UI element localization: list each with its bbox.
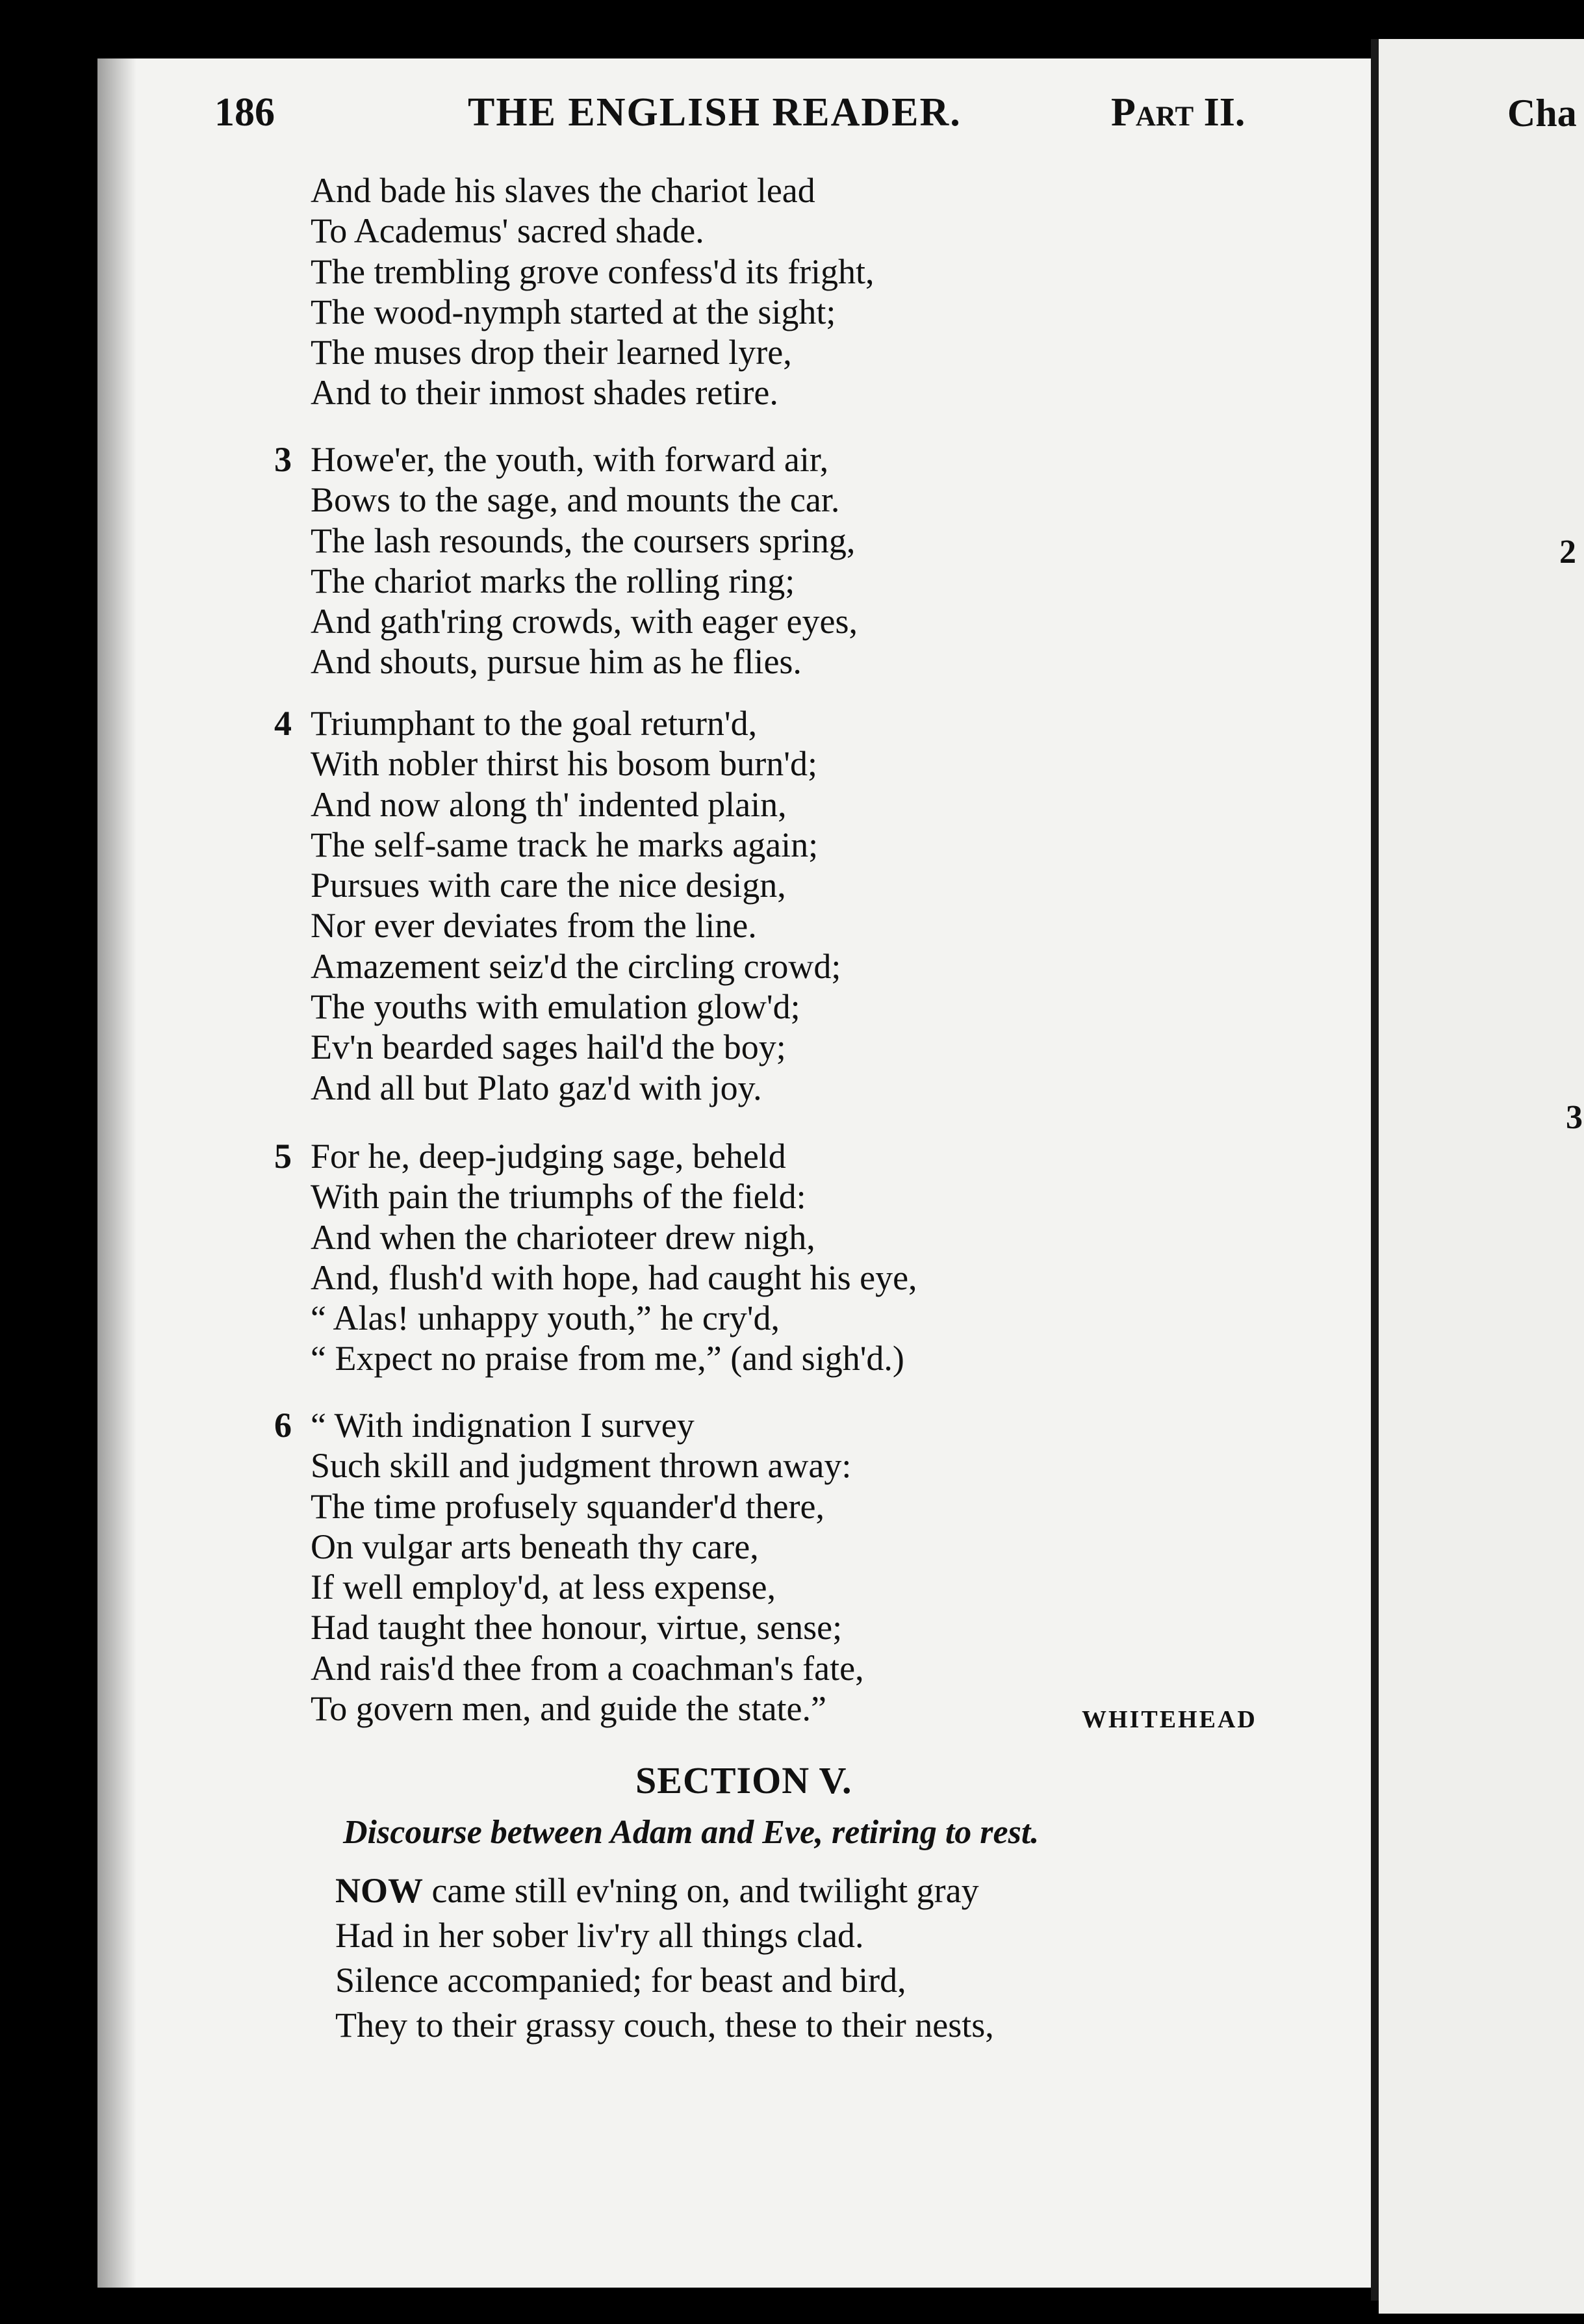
poem-line: The wood-nymph started at the sight; <box>311 292 836 331</box>
poem-line: Triumphant to the goal return'd, <box>311 704 758 743</box>
book-title: THE ENGLISH READER. <box>468 90 962 135</box>
stanza-4 <box>274 703 841 1108</box>
poem-line: The self-same track he marks again; <box>311 825 819 864</box>
poem-line: Had taught thee honour, virtue, sense; <box>311 1608 843 1647</box>
poem-line: “ With indignation I survey <box>311 1406 695 1445</box>
poem-line: And rais'd thee from a coachman's fate, <box>311 1648 864 1688</box>
poem-line: And now along th' indented plain, <box>311 784 787 824</box>
poem-line: “ Alas! unhappy youth,” he cry'd, <box>311 1298 780 1338</box>
stanza-number: 5 <box>274 1137 292 1176</box>
part-label: Part II. <box>1111 90 1245 135</box>
poem-line: “ Expect no praise from me,” (and sigh'd.) <box>311 1339 904 1378</box>
poem-line: Ev'n bearded sages hail'd the boy; <box>311 1027 786 1067</box>
poem-line: The chariot marks the rolling ring; <box>311 561 795 600</box>
poem-line: Bows to the sage, and mounts the car. <box>311 480 840 520</box>
first-line-rest: came still ev'ning on, and twilight gray <box>423 1871 979 1910</box>
poem-line: Such skill and judgment thrown away: <box>311 1446 852 1486</box>
stanza-number: 6 <box>274 1406 292 1445</box>
running-header <box>214 90 1286 142</box>
poem-line: To govern men, and guide the state.” <box>311 1689 826 1729</box>
poem-line: The time profusely squander'd there, <box>311 1486 824 1526</box>
poem-line: To Academus' sacred shade. <box>311 211 704 251</box>
facing-page-header: Cha <box>1507 92 1577 135</box>
section-subtitle: Discourse between Adam and Eve, retiring to rest. <box>343 1814 1040 1851</box>
poem-line: For he, deep-judging sage, beheld <box>311 1137 786 1176</box>
poem-line: With pain the triumphs of the field: <box>311 1177 806 1217</box>
poem-line: The lash resounds, the coursers spring, <box>311 521 856 560</box>
poem-line: And shouts, pursue him as he flies. <box>311 642 802 682</box>
poem-line: The muses drop their learned lyre, <box>311 333 792 372</box>
gutter-shadow <box>97 58 136 2288</box>
poem-line: And gath'ring crowds, with eager eyes, <box>311 602 858 641</box>
prose-line: Silence accompanied; for beast and bird, <box>335 1961 906 2000</box>
facing-page-stanza-number: 3 <box>1566 1099 1583 1136</box>
poem-line: And, flush'd with hope, had caught his eye, <box>311 1258 917 1297</box>
poem-line: Nor ever deviates from the line. <box>311 906 757 946</box>
poem-line: With nobler thirst his bosom burn'd; <box>311 744 818 784</box>
prose-line <box>335 1868 994 1913</box>
author-attribution: WHITEHEAD <box>1082 1706 1257 1733</box>
facing-page <box>1379 39 1584 2314</box>
first-word: NOW <box>335 1871 423 1910</box>
prose-line: They to their grassy couch, these to their nests, <box>335 2006 994 2045</box>
page-number: 186 <box>214 90 275 135</box>
stanza-number: 3 <box>274 440 292 479</box>
book-spine <box>1371 39 1379 2301</box>
poem-line: And all but Plato gaz'd with joy. <box>311 1068 762 1107</box>
poem-line: Pursues with care the nice design, <box>311 866 786 905</box>
poem-line: And to their inmost shades retire. <box>311 373 778 413</box>
poem-line: Amazement seiz'd the circling crowd; <box>311 946 841 986</box>
facing-page-stanza-number: 2 <box>1559 534 1576 571</box>
poem-line: The youths with emulation glow'd; <box>311 987 800 1027</box>
stanza-intro <box>311 170 875 413</box>
section-text <box>335 1868 994 2048</box>
stanza-6 <box>274 1405 864 1729</box>
poem-line: And bade his slaves the chariot lead <box>311 171 815 210</box>
stanza-number: 4 <box>274 704 292 743</box>
stanza-5 <box>274 1136 917 1379</box>
stanza-3 <box>274 439 858 682</box>
poem-line: And when the charioteer drew nigh, <box>311 1217 815 1257</box>
section-heading: SECTION V. <box>635 1759 852 1801</box>
prose-line: Had in her sober liv'ry all things clad. <box>335 1916 864 1955</box>
poem-line: On vulgar arts beneath thy care, <box>311 1527 759 1566</box>
poem-line: The trembling grove confess'd its fright, <box>311 252 875 291</box>
poem-line: Howe'er, the youth, with forward air, <box>311 440 829 479</box>
poem-line: If well employ'd, at less expense, <box>311 1568 776 1607</box>
